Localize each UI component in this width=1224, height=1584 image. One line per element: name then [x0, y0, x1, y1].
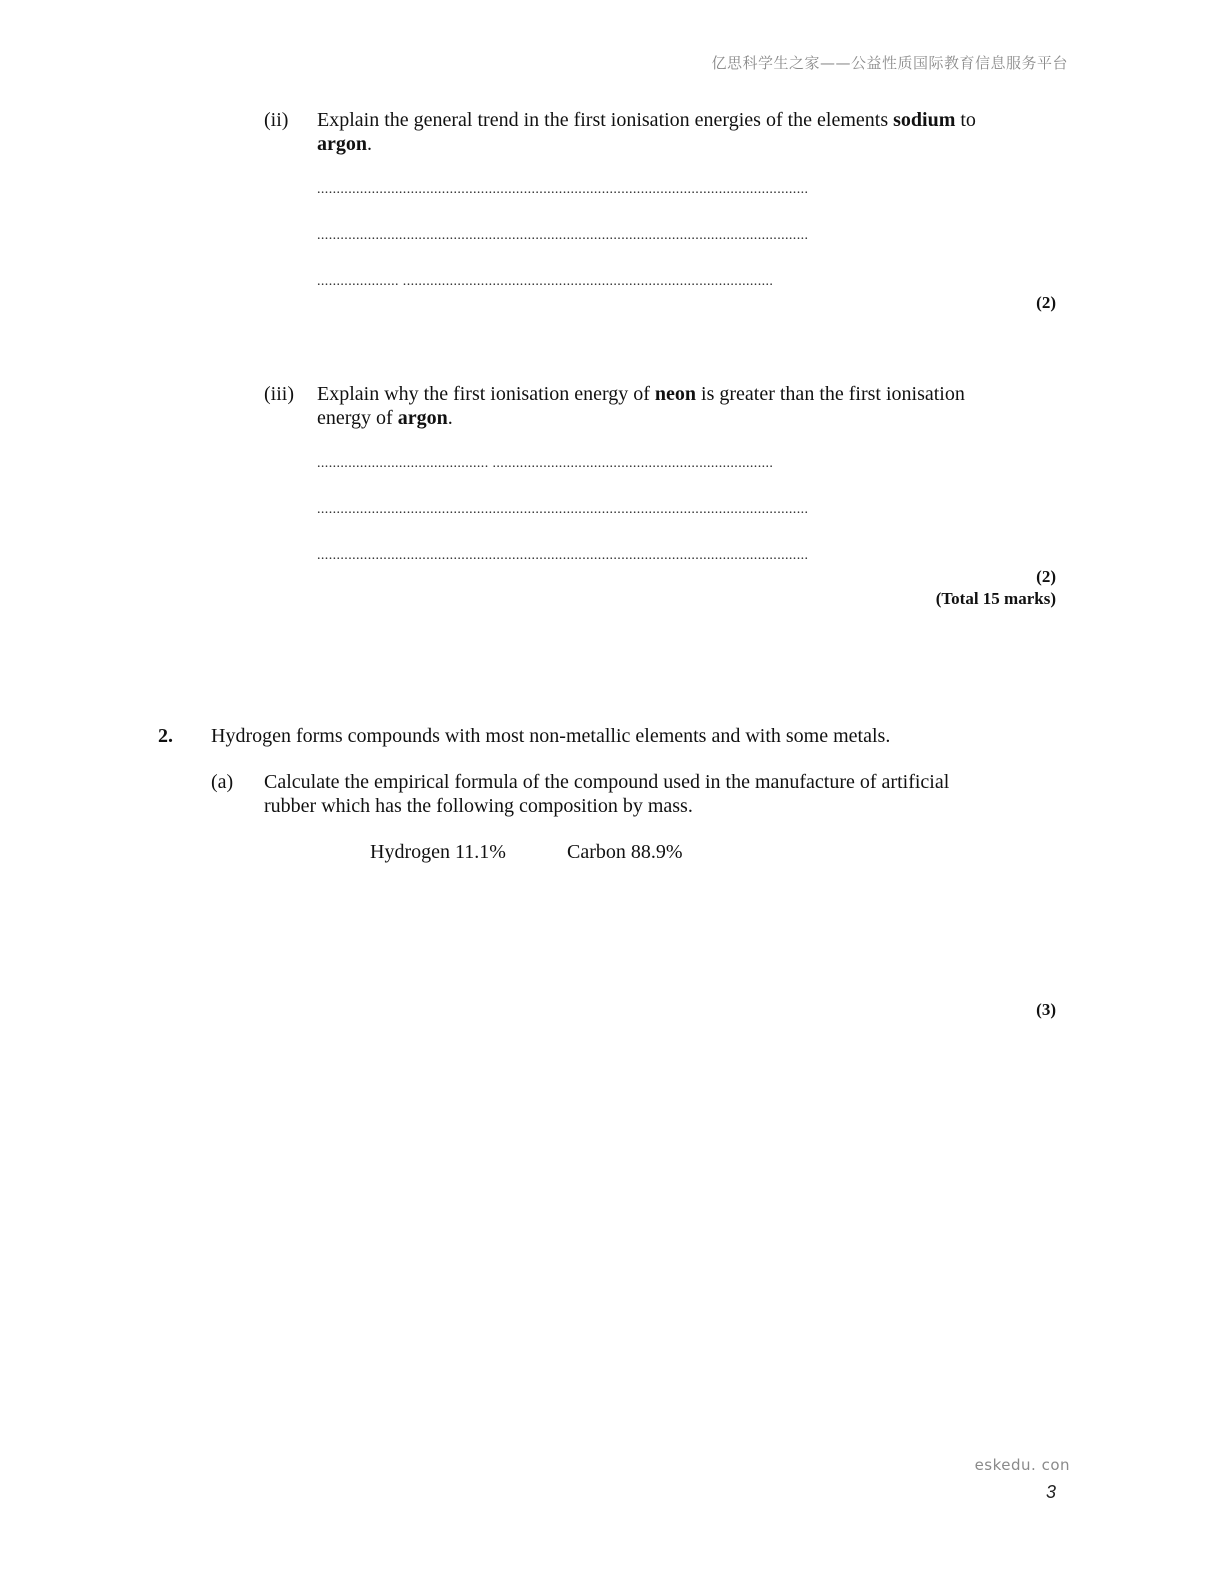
part-a-marks: (3): [1036, 1000, 1056, 1019]
part-iii-question-line2: [317, 406, 453, 430]
part-iii-line2-pre: energy of: [317, 407, 398, 429]
part-iii-bold-neon: neon: [654, 383, 697, 405]
part-ii-bold-sodium: sodium: [893, 109, 956, 131]
question-2-number: 2.: [158, 725, 173, 747]
part-iii-question-line1: [317, 382, 965, 406]
part-iii-marks: (2): [1036, 567, 1056, 586]
part-ii-marks: (2): [1036, 293, 1056, 312]
part-ii-question-line2: [317, 132, 372, 156]
header-site-name: 亿思科学生之家——公益性质国际教育信息服务平台: [711, 54, 1068, 72]
part-ii-answer-line-3[interactable]: ..................... ...............................................................................................: [317, 274, 774, 289]
part-ii-line1-pre: Explain the general trend in the first ionisation energies of the elements: [317, 109, 894, 131]
part-ii-answer-line-2[interactable]: ..............................................................................................................................: [317, 228, 809, 243]
part-a-label: (a): [211, 771, 234, 793]
part-ii-question-line1: [317, 108, 976, 132]
part-ii-line2-post: .: [367, 133, 372, 155]
part-iii-line1-post: is greater than the first ionisation: [696, 383, 965, 405]
part-iii-answer-line-1[interactable]: ............................................ ........................................................................: [317, 456, 774, 471]
part-iii-line2-post: .: [447, 407, 453, 429]
part-ii-bold-argon: argon: [317, 133, 367, 155]
part-iii-line1-pre: Explain why the first ionisation energy of: [317, 383, 655, 405]
composition-carbon: Carbon 88.9%: [567, 841, 683, 863]
part-ii-label: (ii): [264, 109, 289, 131]
question-2-stem: Hydrogen forms compounds with most non-metallic elements and with some metals.: [211, 725, 891, 747]
total-marks: (Total 15 marks): [935, 589, 1056, 608]
part-a-question-line2: rubber which has the following composition by mass.: [264, 795, 693, 817]
page-number: 3: [1045, 1482, 1056, 1502]
part-a-question-line1: Calculate the empirical formula of the compound used in the manufacture of artificial: [264, 771, 950, 793]
part-iii-answer-line-3[interactable]: ..............................................................................................................................: [317, 548, 809, 563]
part-ii-answer-line-1[interactable]: ..............................................................................................................................: [317, 182, 809, 197]
composition-hydrogen: Hydrogen 11.1%: [370, 841, 506, 863]
part-ii-line1-post: to: [955, 109, 976, 131]
footer-site: eskedu. con: [974, 1456, 1070, 1474]
part-iii-label: (iii): [264, 383, 294, 405]
part-iii-bold-argon: argon: [397, 407, 448, 429]
part-iii-answer-line-2[interactable]: ..............................................................................................................................: [317, 502, 809, 517]
